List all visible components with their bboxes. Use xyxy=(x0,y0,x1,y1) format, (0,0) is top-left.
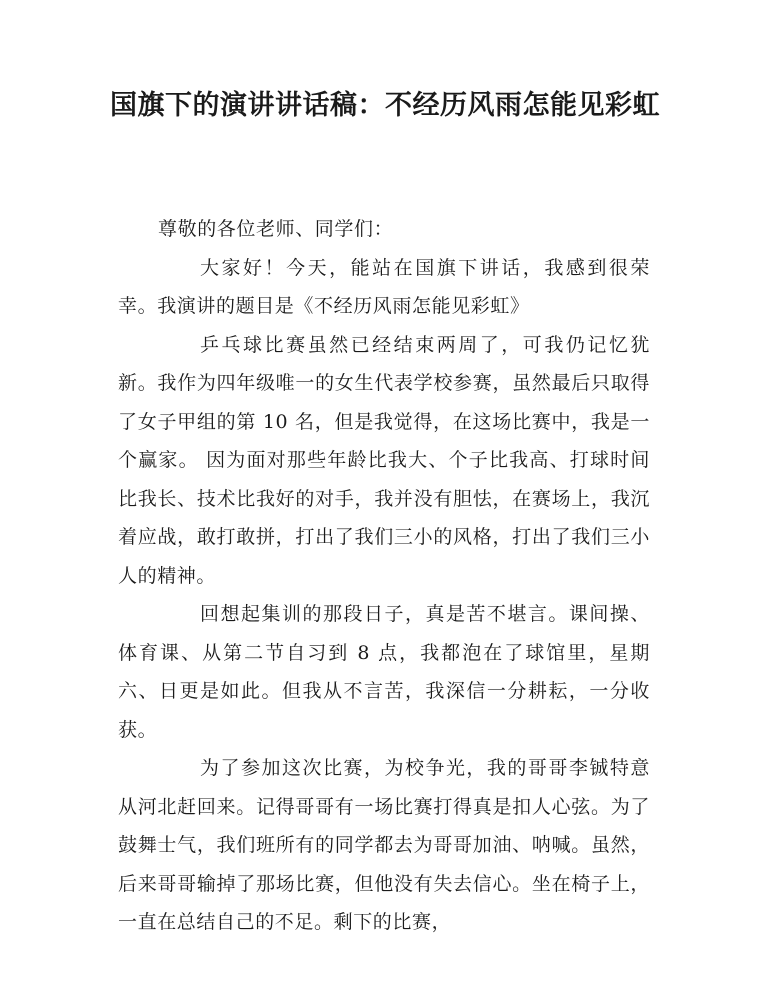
salutation: 尊敬的各位老师、同学们： xyxy=(158,218,394,240)
paragraph-greeting: 大家好！今天，能站在国旗下讲话，我感到很荣幸。我演讲的题目是《不经历风雨怎能见彩虹》 xyxy=(118,256,650,317)
paragraph-competition: 乒乓球比赛虽然已经结束两周了，可我仍记忆犹新。我作为四年级唯一的女生代表学校参赛，虽然最后只取得了女子甲组的第 10 名，但是我觉得，在这场比赛中，我是一个赢家。 因为面对那些年龄比我大、个子比我高、打球时间比我长、技术比我好的对手，我并没有胆怯，在赛场上，我沉着应战，敢打敢拼，打出了我们三小的风格，打出了我们三小人的精神。 xyxy=(118,333,650,587)
document-body xyxy=(118,210,650,942)
paragraph-training: 回想起集训的那段日子，真是苦不堪言。课间操、体育课、从第二节自习到 8 点，我都泡在了球馆里，星期六、日更是如此。但我从不言苦，我深信一分耕耘，一分收获。 xyxy=(118,603,650,741)
paragraph-brother: 为了参加这次比赛，为校争光，我的哥哥李铖特意从河北赶回来。记得哥哥有一场比赛打得真是扣人心弦。为了鼓舞士气，我们班所有的同学都去为哥哥加油、呐喊。虽然，后来哥哥输掉了那场比赛，但他没有失去信心。坐在椅子上，一直在总结自己的不足。剩下的比赛， xyxy=(118,757,650,933)
document-title: 国旗下的演讲讲话稿：不经历风雨怎能见彩虹 xyxy=(110,90,660,121)
